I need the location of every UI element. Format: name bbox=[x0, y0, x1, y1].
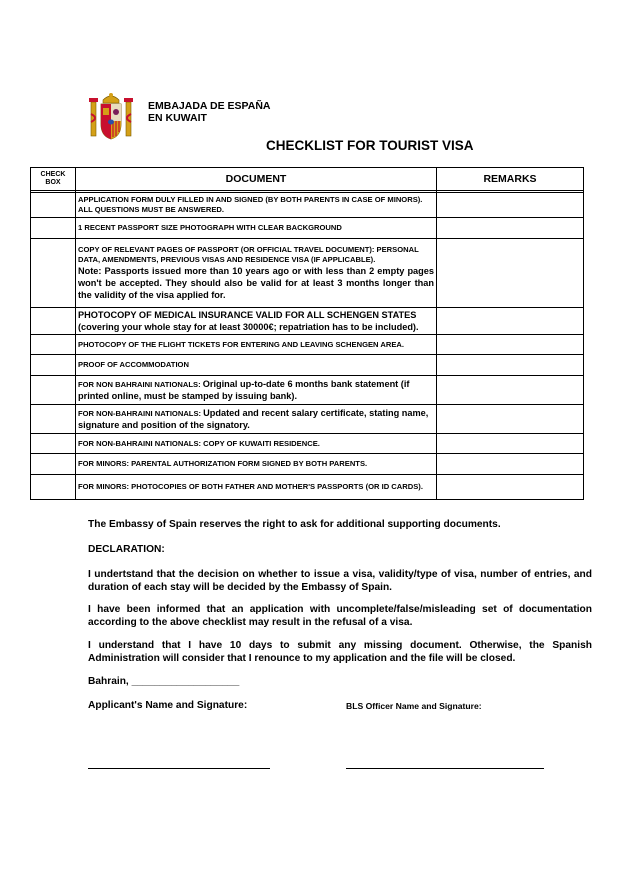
reserve-statement: The Embassy of Spain reserves the right to ask for additional supporting documents. bbox=[88, 519, 501, 530]
document-text: PHOTOCOPY OF MEDICAL INSURANCE VALID FOR ALL SCHENGEN STATES (covering your whole stay for at least 30000€; repatriation has to be included). bbox=[78, 310, 419, 332]
remarks-cell[interactable] bbox=[437, 355, 584, 376]
table-row bbox=[31, 239, 584, 308]
check-box-cell[interactable] bbox=[31, 434, 76, 454]
check-box-cell[interactable] bbox=[31, 335, 76, 355]
document-cell bbox=[76, 239, 437, 308]
declaration-heading: DECLARATION: bbox=[88, 544, 165, 555]
embassy-name bbox=[148, 100, 271, 124]
document-cell bbox=[76, 454, 437, 475]
document-cell bbox=[76, 376, 437, 405]
document-text: PHOTOCOPY OF THE FLIGHT TICKETS FOR ENTERING AND LEAVING SCHENGEN AREA. bbox=[78, 339, 404, 349]
remarks-cell[interactable] bbox=[437, 434, 584, 454]
document-cell bbox=[76, 405, 437, 434]
table-row bbox=[31, 193, 584, 218]
table-row bbox=[31, 218, 584, 239]
remarks-header: REMARKS bbox=[437, 168, 584, 191]
document-cell bbox=[76, 434, 437, 454]
table-row bbox=[31, 405, 584, 434]
officer-signature-line[interactable] bbox=[346, 768, 544, 769]
document-cell bbox=[76, 475, 437, 500]
remarks-cell[interactable] bbox=[437, 239, 584, 308]
check-box-cell[interactable] bbox=[31, 475, 76, 500]
remarks-cell[interactable] bbox=[437, 405, 584, 434]
applicant-signature-label: Applicant's Name and Signature: bbox=[88, 700, 248, 711]
remarks-cell[interactable] bbox=[437, 335, 584, 355]
check-box-cell[interactable] bbox=[31, 454, 76, 475]
document-text: COPY OF RELEVANT PAGES OF PASSPORT (OR OFFICIAL TRAVEL DOCUMENT): PERSONAL DATA, AMENDMENTS, PREVIOUS VISAS AND RESIDENCE VISA (IF APPLICABLE). bbox=[78, 245, 419, 264]
check-box-cell[interactable] bbox=[31, 218, 76, 239]
table-row bbox=[31, 335, 584, 355]
declaration-paragraph-2: I have been informed that an application with uncomplete/false/misleading set of documentation according to the above checklist may result in the refusal of a visa. bbox=[88, 604, 592, 628]
remarks-cell[interactable] bbox=[437, 376, 584, 405]
document-prefix: FOR NON BAHRAINI NATIONALS: bbox=[78, 380, 203, 389]
table-row bbox=[31, 376, 584, 405]
check-box-cell[interactable] bbox=[31, 355, 76, 376]
document-cell bbox=[76, 308, 437, 335]
document-text: Original up-to-date 6 months bank statement (if printed online, must be stamped by issuing bank). bbox=[78, 379, 410, 401]
officer-signature-label: BLS Officer Name and Signature: bbox=[346, 701, 482, 711]
document-text: FOR MINORS: PARENTAL AUTHORIZATION FORM SIGNED BY BOTH PARENTS. bbox=[78, 459, 368, 468]
declaration-paragraph-3: I understand that I have 10 days to submit any missing document. Otherwise, the Spanish Administration will consider that I renounce to my application and the file will be closed. bbox=[88, 640, 592, 664]
spain-coat-of-arms-icon bbox=[89, 92, 133, 142]
check-box-cell[interactable] bbox=[31, 376, 76, 405]
document-cell bbox=[76, 193, 437, 218]
remarks-cell[interactable] bbox=[437, 193, 584, 218]
document-prefix: FOR NON-BAHRAINI NATIONALS: bbox=[78, 409, 204, 418]
table-row bbox=[31, 475, 584, 500]
document-cell bbox=[76, 218, 437, 239]
document-text: APPLICATION FORM DULY FILLED IN AND SIGNED (BY BOTH PARENTS IN CASE OF MINORS). ALL QUESTIONS MUST BE ANSWERED. bbox=[78, 195, 423, 214]
document-header: DOCUMENT bbox=[76, 168, 437, 191]
document-text: FOR MINORS: PHOTOCOPIES OF BOTH FATHER AND MOTHER'S PASSPORTS (OR ID CARDS). bbox=[78, 482, 423, 491]
remarks-cell[interactable] bbox=[437, 218, 584, 239]
check-box-cell[interactable] bbox=[31, 239, 76, 308]
table-row bbox=[31, 434, 584, 454]
embassy-line-2: EN KUWAIT bbox=[148, 112, 207, 124]
check-box-cell[interactable] bbox=[31, 193, 76, 218]
document-cell bbox=[76, 335, 437, 355]
table-row bbox=[31, 355, 584, 376]
page-title: CHECKLIST FOR TOURIST VISA bbox=[266, 138, 474, 153]
table-header-row bbox=[31, 168, 584, 191]
check-box-cell[interactable] bbox=[31, 308, 76, 335]
document-text: 1 RECENT PASSPORT SIZE PHOTOGRAPH WITH CLEAR BACKGROUND bbox=[78, 223, 342, 232]
remarks-cell[interactable] bbox=[437, 454, 584, 475]
checklist-table bbox=[30, 167, 584, 500]
place-date-field[interactable]: Bahrain, ___________________ bbox=[88, 676, 240, 687]
check-box-header: CHECK BOX bbox=[31, 168, 76, 191]
embassy-line-1: EMBAJADA DE ESPAÑA bbox=[148, 100, 271, 112]
document-text: FOR NON-BAHRAINI NATIONALS: COPY OF KUWAITI RESIDENCE. bbox=[78, 438, 320, 448]
applicant-signature-line[interactable] bbox=[88, 768, 270, 769]
remarks-cell[interactable] bbox=[437, 475, 584, 500]
remarks-cell[interactable] bbox=[437, 308, 584, 335]
document-note: Note: Passports issued more than 10 years ago or with less than 2 empty pages won't be accepted. They should also be valid for at least 3 months longer than the validity of the visa applied for. bbox=[78, 266, 434, 300]
table-row bbox=[31, 454, 584, 475]
check-box-cell[interactable] bbox=[31, 405, 76, 434]
document-cell bbox=[76, 355, 437, 376]
declaration-paragraph-1: I undertstand that the decision on whether to issue a visa, validity/type of visa, number of entries, and duration of each stay will be decided by the Embassy of Spain. bbox=[88, 569, 592, 593]
document-text: PROOF OF ACCOMMODATION bbox=[78, 360, 189, 369]
table-row bbox=[31, 308, 584, 335]
document-text: Updated and recent salary certificate, stating name, signature and position of the signatory. bbox=[78, 408, 429, 430]
